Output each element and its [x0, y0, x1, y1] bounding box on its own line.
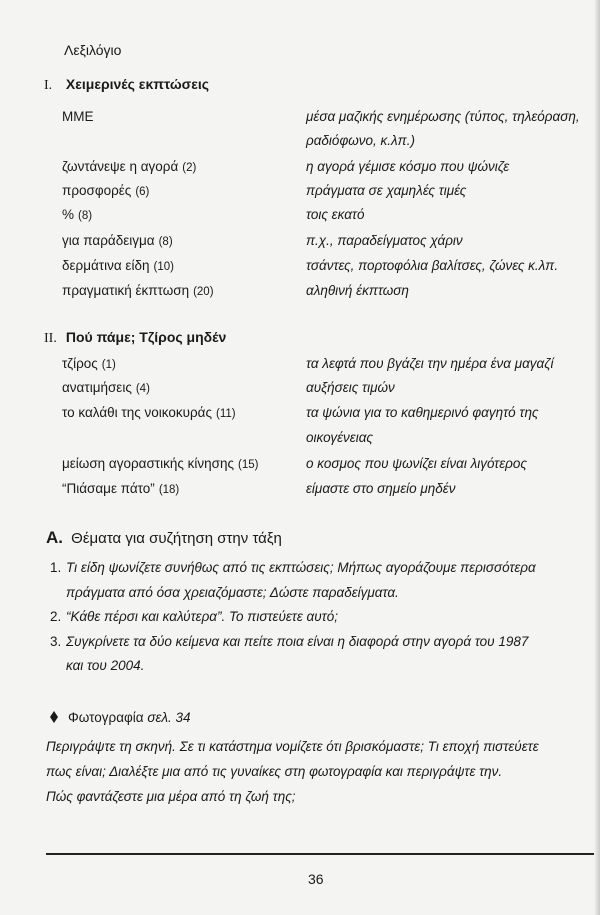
diamond-bullet-icon: [50, 711, 58, 723]
vocab-term: τζίρος (1): [62, 356, 116, 371]
section-2-numeral: II.: [44, 331, 57, 346]
vocab-term: ζωντάνεψε η αγορά (2): [62, 159, 197, 174]
vocab-definition: αληθινή έκπτωση: [306, 283, 409, 298]
photo-page-ref: σελ. 34: [147, 710, 191, 725]
vocab-definition: πράγματα σε χαμηλές τιμές: [306, 183, 467, 198]
vocab-term: προσφορές (6): [62, 183, 150, 198]
discussion-heading: [46, 528, 282, 548]
vocab-definition-cont: ραδιόφωνο, κ.λπ.): [306, 133, 415, 148]
vocab-definition: μέσα μαζικής ενημέρωσης (τύπος, τηλεόραση,: [306, 109, 580, 124]
vocab-term: % (8): [62, 207, 93, 222]
vocab-definition: είμαστε στο σημείο μηδέν: [306, 481, 456, 496]
vocab-definition: ο κοσμος που ψωνίζει είναι λιγότερος: [306, 456, 527, 471]
section-1-heading: [44, 76, 209, 94]
vocab-definition: τσάντες, πορτοφόλια βαλίτσες, ζώνες κ.λπ.: [306, 258, 559, 273]
section-1-numeral: I.: [44, 78, 53, 93]
vocab-definition: τα λεφτά που βγάζει την ημέρα ένα μαγαζί: [306, 356, 554, 371]
discussion-question: 2. “Κάθε πέρσι και καλύτερα”. Το πιστεύετε αυτό;: [50, 609, 338, 624]
discussion-question: 1. Τι είδη ψωνίζετε συνήθως από τις εκπτώσεις; Μήπως αγοράζουμε περισσότερα: [50, 560, 536, 575]
vocabulary-title: Λεξιλόγιο: [64, 42, 122, 58]
vocab-definition: π.χ., παραδείγματος χάριν: [306, 233, 463, 248]
photo-paragraph-line: Πώς φαντάζεστε μια μέρα από τη ζωή της;: [46, 789, 296, 804]
scan-edge-shadow: [594, 0, 600, 915]
vocab-term: δερμάτινα είδη (10): [62, 258, 174, 273]
vocab-definition: η αγορά γέμισε κόσμο που ψώνιζε: [306, 159, 510, 174]
discussion-question: 3. Συγκρίνετε τα δύο κείμενα και πείτε ποια είναι η διαφορά στην αγορά του 1987: [50, 634, 529, 649]
section-2-title: Πού πάμε; Τζίρος μηδέν: [65, 329, 227, 345]
discussion-title: Θέματα για συζήτηση στην τάξη: [71, 530, 282, 547]
photo-paragraph-line: Περιγράψτε τη σκηνή. Σε τι κατάστημα νομίζετε ότι βρισκόμαστε; Τι εποχή πιστεύετε: [46, 739, 539, 754]
section-1-title: Χειμερινές εκπτώσεις: [65, 76, 210, 92]
vocab-term: ανατιμήσεις (4): [62, 380, 150, 395]
discussion-question-cont: πράγματα από όσα χρειαζόμαστε; Δώστε παραδείγματα.: [66, 585, 399, 600]
vocab-definition: αυξήσεις τιμών: [306, 380, 395, 395]
vocab-term: για παράδειγμα (8): [62, 233, 173, 248]
vocab-definition: τα ψώνια για το καθημερινό φαγητό της: [306, 405, 539, 420]
footer-rule: [46, 853, 594, 855]
photo-paragraph-line: πως είναι; Διαλέξτε μια από τις γυναίκες στη φωτογραφία και περιγράψτε την.: [46, 764, 503, 779]
page-number: 36: [308, 871, 324, 887]
section-2-heading: [44, 329, 226, 347]
vocab-term: “Πιάσαμε πάτο” (18): [62, 481, 180, 496]
vocab-definition: τοις εκατό: [306, 207, 365, 222]
vocab-term: ΜΜΕ: [62, 109, 94, 124]
photo-label: Φωτογραφία: [68, 710, 144, 725]
vocab-term: πραγματική έκπτωση (20): [62, 283, 214, 298]
vocab-term: μείωση αγοραστικής κίνησης (15): [62, 456, 259, 471]
photo-heading: [50, 710, 191, 725]
discussion-letter: A.: [46, 528, 63, 547]
discussion-question-cont: και του 2004.: [66, 658, 145, 673]
vocab-definition-cont: οικογένειας: [306, 430, 373, 445]
vocab-term: το καλάθι της νοικοκυράς (11): [62, 405, 236, 420]
